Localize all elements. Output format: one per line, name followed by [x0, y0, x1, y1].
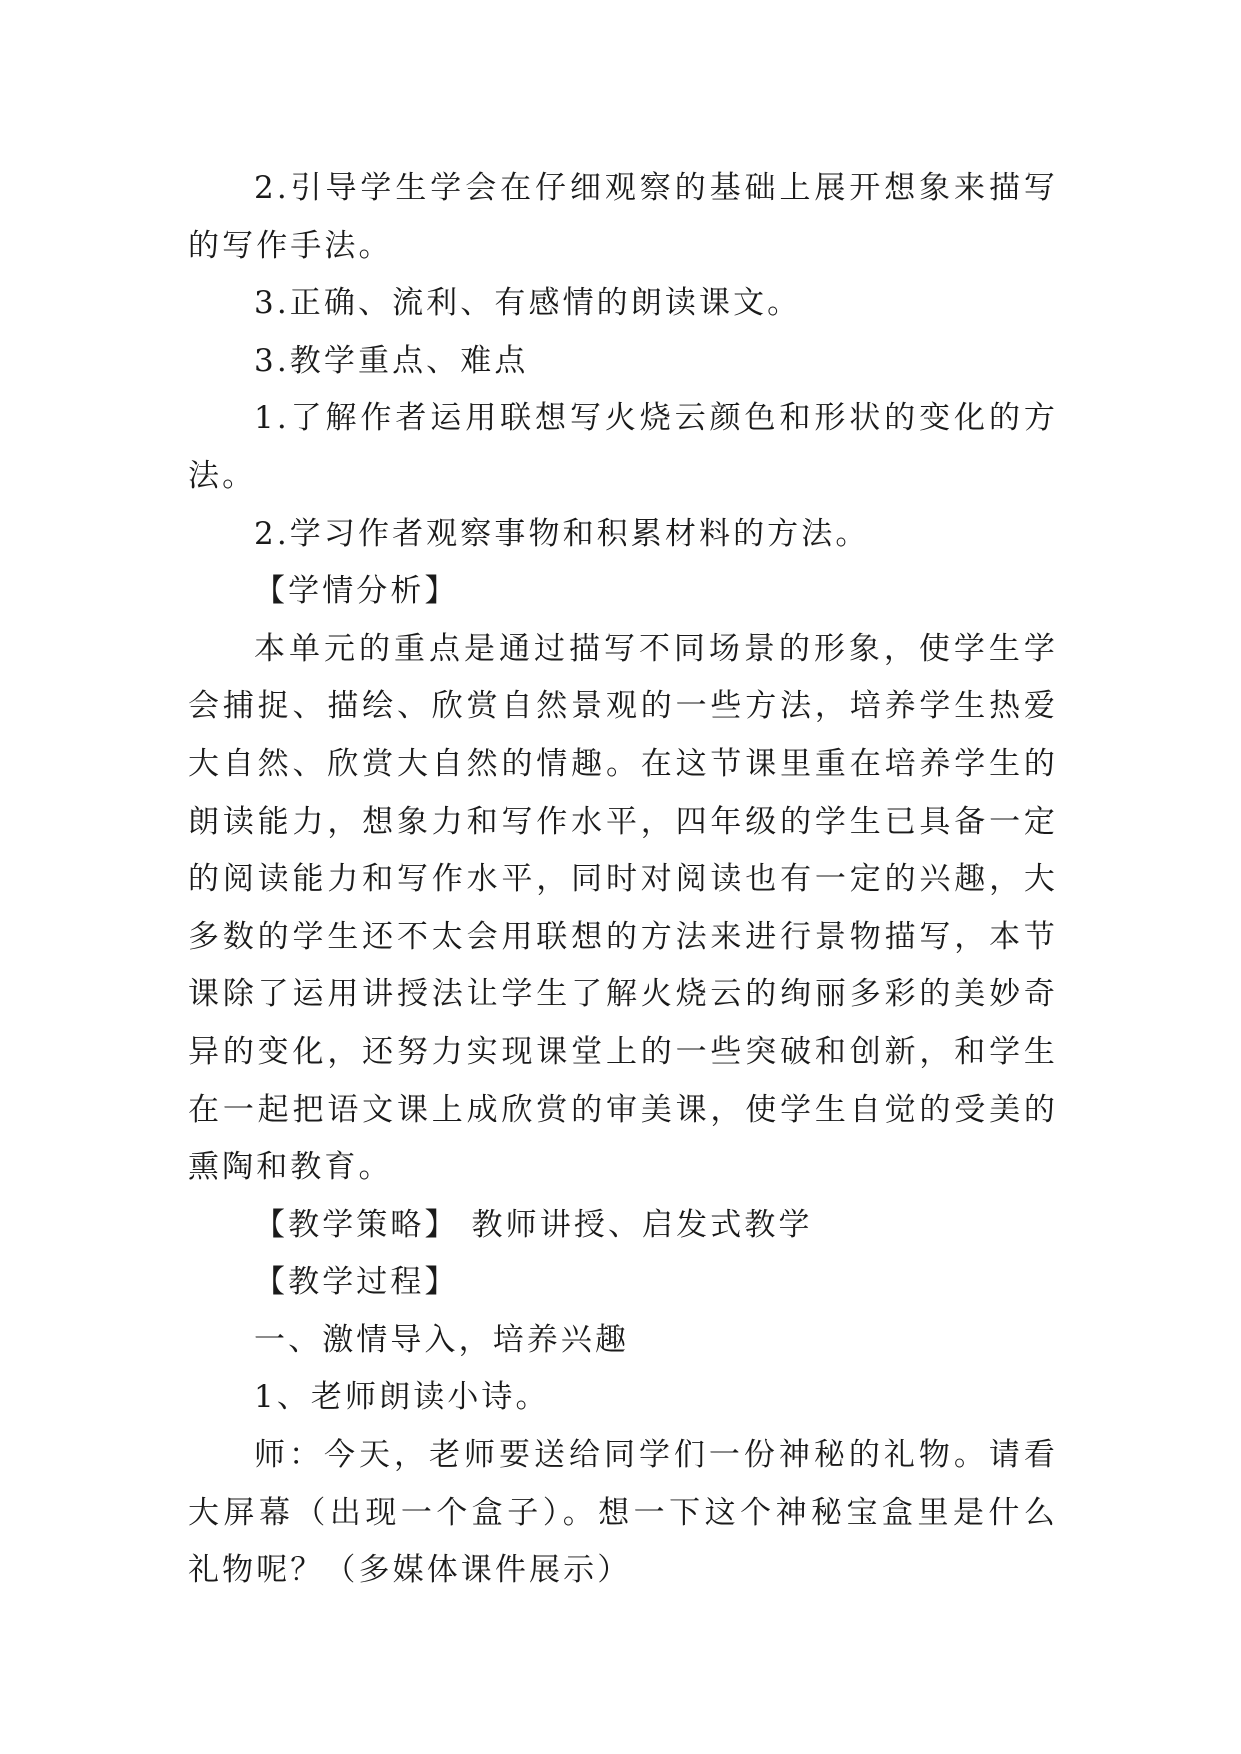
key-points-heading: 3.教学重点、难点 [254, 342, 529, 379]
document-body [188, 160, 1058, 1600]
learner-analysis-paragraph: 本单元的重点是通过描写不同场景的形象，使学生学会捕捉、描绘、欣赏自然景观的一些方法，培养学生热爱大自然、欣赏大自然的情趣。在这节课里重在培养学生的朗读能力，想象力和写作水平，四年级的学生已具备一定的阅读能力和写作水平，同时对阅读也有一定的兴趣，大多数的学生还不太会用联想的方法来进行景物描写，本节课除了运用讲授法让学生了解火烧云的绚丽多彩的美妙奇异的变化，还努力实现课堂上的一些突破和创新，和学生在一起把语文课上成欣赏的审美课，使学生自觉的受美的熏陶和教育。 [188, 630, 1058, 1186]
teaching-process-heading: 【教学过程】 [254, 1264, 459, 1301]
teaching-strategy-heading: 【教学策略】 教师讲授、启发式教学 [254, 1206, 813, 1243]
objective-imagination-paragraph: 2.引导学生学会在仔细观察的基础上展开想象来描写的写作手法。 [188, 170, 1058, 264]
teacher-speech-paragraph: 师：今天，老师要送给同学们一份神秘的礼物。请看大屏幕（出现一个盒子）。想一下这个神秘宝盒里是什么礼物呢？（多媒体课件展示） [188, 1437, 1058, 1589]
step-1-paragraph: 1、老师朗读小诗。 [254, 1379, 550, 1416]
section-1-heading: 一、激情导入，培养兴趣 [254, 1321, 630, 1358]
learner-analysis-heading: 【学情分析】 [254, 573, 459, 610]
key-point-1-paragraph: 1.了解作者运用联想写火烧云颜色和形状的变化的方法。 [188, 400, 1058, 494]
key-point-2-paragraph: 2.学习作者观察事物和积累材料的方法。 [254, 515, 870, 552]
objective-reading-paragraph: 3.正确、流利、有感情的朗读课文。 [254, 285, 802, 322]
